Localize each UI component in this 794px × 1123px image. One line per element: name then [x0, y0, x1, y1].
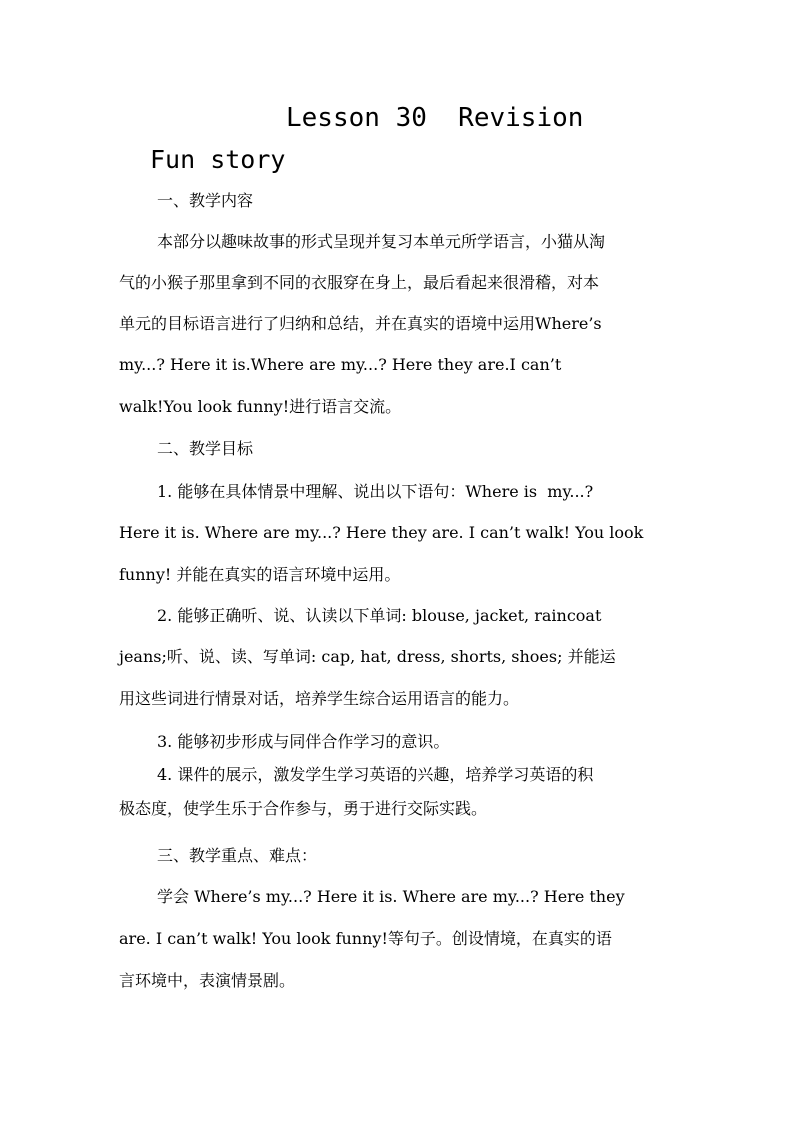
paragraph-line: 本部分以趣味故事的形式呈现并复习本单元所学语言，小猫从淘 [157, 232, 606, 251]
goal-line: funny! 并能在真实的语言环境中运用。 [119, 565, 401, 584]
goal-line: jeans;听、说、读、写单词: cap, hat, dress, shorts, shoes; 并能运 [119, 647, 616, 666]
goal-line: 2. 能够正确听、说、认读以下单词: blouse, jacket, raincoat [157, 606, 602, 625]
keypoints-line: are. I can’t walk! You look funny!等句子。创设情境，在真实的语 [119, 929, 612, 948]
paragraph-line: my...? Here it is.Where are my...? Here they are.I can’t [119, 355, 562, 374]
goal-line: 3. 能够初步形成与同伴合作学习的意识。 [157, 732, 450, 751]
section-heading-keypoints: 三、教学重点、难点： [157, 846, 318, 865]
goal-line: 用这些词进行情景对话，培养学生综合运用语言的能力。 [119, 689, 520, 708]
goal-line: Here it is. Where are my...? Here they are. I can’t walk! You look [119, 523, 644, 542]
paragraph-line: 气的小猴子那里拿到不同的衣服穿在身上，最后看起来很滑稽，对本 [119, 273, 600, 292]
keypoints-line: 言环境中，表演情景剧。 [119, 971, 296, 990]
paragraph-line: walk!You look funny!进行语言交流。 [119, 397, 402, 416]
goal-line: 4. 课件的展示，激发学生学习英语的兴趣，培养学习英语的积 [157, 765, 594, 784]
keypoints-line: 学会 Where’s my...? Here it is. Where are my...? Here they [157, 887, 625, 906]
goal-line: 1. 能够在具体情景中理解、说出以下语句：Where is my...? [157, 482, 594, 501]
section-heading-goals: 二、教学目标 [157, 439, 254, 458]
paragraph-line: 单元的目标语言进行了归纳和总结，并在真实的语境中运用Where’s [119, 314, 602, 333]
goal-line: 极态度，使学生乐于合作参与，勇于进行交际实践。 [119, 799, 488, 818]
section-heading-content: 一、教学内容 [157, 191, 254, 210]
lesson-title: Lesson 30 Revision [286, 103, 584, 133]
lesson-subtitle: Fun story [150, 145, 286, 174]
